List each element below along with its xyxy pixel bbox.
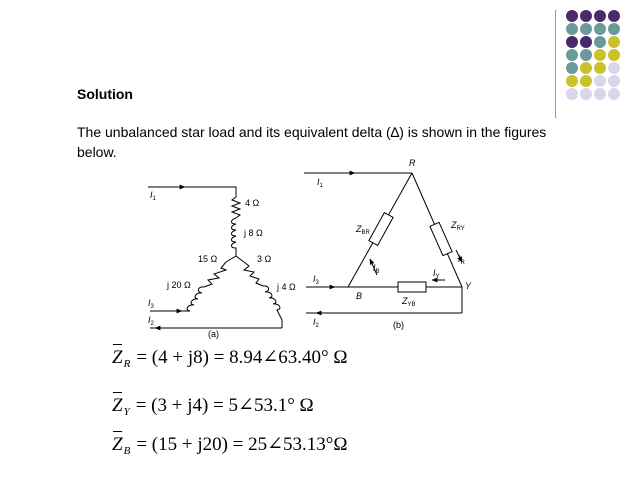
eq-zy-sub: Y: [123, 406, 130, 418]
figure-a-labels: [148, 190, 296, 339]
eq-zy-expr: = (3 + j4) = 5∠53.1° Ω: [135, 395, 314, 416]
solution-heading: Solution: [77, 86, 133, 102]
label-zyb: $Z_{YB}$: [402, 296, 416, 308]
label-iy: $I_Y$: [433, 268, 440, 280]
delta-circuit-b: [304, 173, 462, 313]
label-j8ohm: j 8 Ω: [244, 228, 263, 238]
node-b: B: [356, 291, 363, 301]
label-ir: $I_R$: [458, 254, 465, 266]
inductor-j8ohm: [232, 218, 237, 256]
label-i2-b: $I_2$: [313, 317, 319, 329]
b-leg-top: [226, 256, 236, 262]
eq-zr-sub: R: [123, 358, 131, 370]
zry-box: [430, 222, 452, 255]
eq-zr-expr: = (4 + j8) = 8.94∠63.40° Ω: [136, 347, 348, 368]
label-i3-a: $I_3$: [148, 298, 154, 310]
label-i1-b: $I_1$: [317, 177, 323, 189]
resistor-3ohm: [244, 262, 263, 286]
label-i2-a: $I_2$: [148, 315, 154, 327]
zyb-box: [398, 282, 426, 292]
label-j20ohm: j 20 Ω: [167, 280, 191, 290]
label-zbr: $Z_{BR}$: [356, 224, 370, 236]
eq-zb-expr: = (15 + j20) = 25∠53.13°Ω: [136, 434, 348, 455]
resistor-15ohm: [204, 262, 226, 287]
node-y: Y: [465, 281, 472, 291]
y-leg-top: [236, 256, 244, 262]
resistor-4ohm: [232, 197, 240, 218]
inductor-j4ohm: [263, 286, 282, 328]
zbr-box: [369, 213, 393, 246]
line-i1-a: [148, 187, 236, 197]
eq-zb-sub: B: [123, 445, 131, 457]
equation-zb: [112, 433, 348, 459]
equation-zy: [112, 394, 314, 420]
label-ib: $I_B$: [373, 263, 380, 275]
equation-zr: [112, 346, 348, 372]
label-15ohm: 15 Ω: [198, 254, 218, 264]
label-i3-b: $I_3$: [313, 274, 319, 286]
label-j4ohm: j 4 Ω: [277, 282, 296, 292]
caption-b: (b): [393, 320, 404, 330]
eq-zb-symbol: Z: [112, 434, 123, 455]
inductor-j20ohm: [150, 287, 204, 311]
intro-paragraph: The unbalanced star load and its equivalent delta (∆) is shown in the figures below.: [77, 124, 547, 160]
eq-zr-symbol: Z: [112, 347, 123, 368]
label-3ohm: 3 Ω: [257, 254, 272, 264]
label-i1-a: $I_1$: [150, 190, 156, 202]
label-4ohm: 4 Ω: [245, 198, 260, 208]
caption-a: (a): [208, 329, 219, 339]
eq-zy-symbol: Z: [112, 395, 123, 416]
label-zry: $Z_{RY}$: [451, 220, 465, 232]
node-r: R: [409, 158, 416, 168]
